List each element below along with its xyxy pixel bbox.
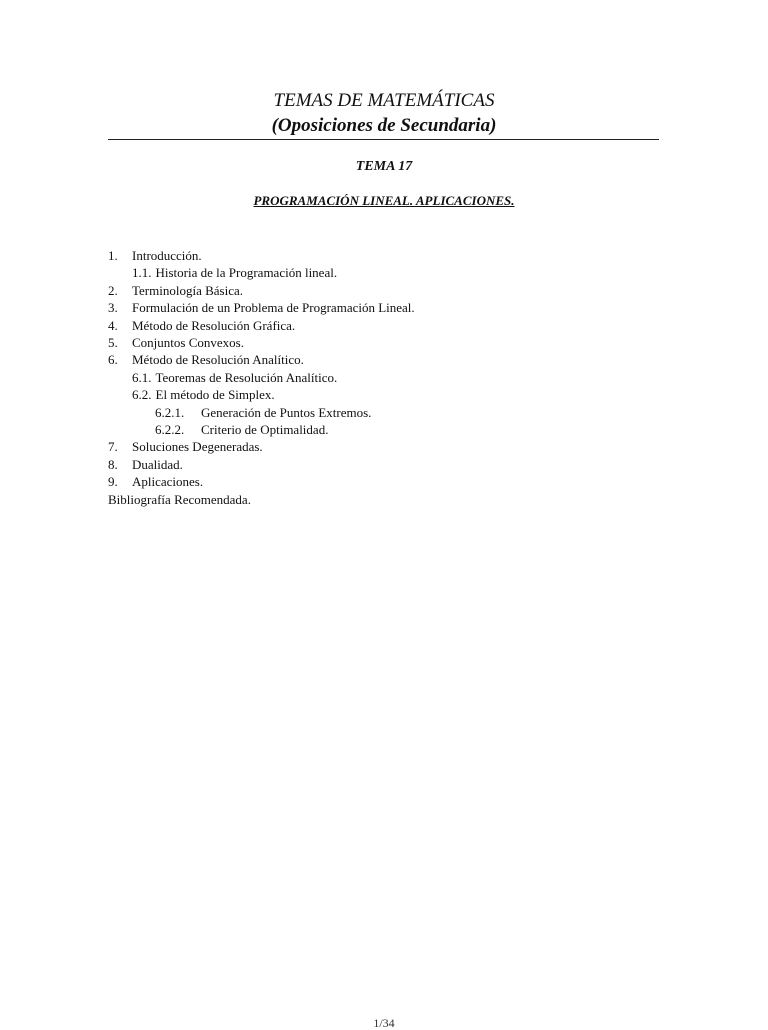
toc-item-number: 5.	[108, 335, 118, 351]
toc-item	[108, 438, 415, 455]
toc-item-number: 1.1.	[132, 265, 152, 281]
toc-item-text: Dualidad.	[132, 456, 183, 472]
header-divider	[108, 139, 659, 140]
toc-item-number: 6.2.1.	[155, 404, 185, 420]
topic-title	[0, 192, 768, 210]
toc-item	[108, 491, 415, 508]
toc-item-text: Método de Resolución Analítico.	[132, 352, 304, 368]
toc-item	[108, 282, 415, 299]
toc-item-text: Generación de Puntos Extremos.	[201, 404, 372, 420]
toc-item	[108, 386, 415, 403]
toc-item	[108, 317, 415, 334]
topic-title-text: PROGRAMACIÓN LINEAL. APLICACIONES.	[253, 193, 515, 208]
toc-item	[108, 351, 415, 368]
toc-item	[108, 369, 415, 386]
toc-item	[108, 404, 415, 421]
toc-item-text: Introducción.	[132, 248, 202, 263]
toc-item-number: 6.2.	[132, 387, 152, 403]
toc-item-text: El método de Simplex.	[155, 387, 275, 403]
toc-item	[108, 421, 415, 438]
toc-item	[108, 299, 415, 316]
toc-item-number: 3.	[108, 300, 118, 316]
toc-item	[108, 456, 415, 473]
toc-item-text: Historia de la Programación lineal.	[155, 265, 338, 281]
toc-item-text: Bibliografía Recomendada.	[108, 491, 251, 507]
toc-item-number: 6.2.2.	[155, 422, 185, 438]
tema-label: TEMA 17	[355, 159, 413, 174]
toc-item-text: Conjuntos Convexos.	[132, 335, 244, 351]
toc-item-number: 8.	[108, 456, 118, 472]
toc-item-text: Teoremas de Resolución Analítico.	[155, 369, 338, 385]
toc-item	[108, 247, 415, 264]
toc-item	[108, 264, 415, 281]
table-of-contents	[108, 247, 415, 508]
toc-item-number: 9.	[108, 474, 118, 490]
toc-item-text: Criterio de Optimalidad.	[201, 422, 329, 438]
toc-item-number: 1.	[108, 248, 118, 263]
page-number: 1/34	[373, 1016, 395, 1030]
toc-item-number: 6.1.	[132, 369, 152, 385]
toc-item-number: 7.	[108, 439, 118, 455]
toc-item-number: 2.	[108, 282, 118, 298]
toc-item-number: 4.	[108, 317, 118, 333]
document-subtitle: (Oposiciones de Secundaria)	[271, 115, 497, 136]
toc-item-text: Método de Resolución Gráfica.	[132, 317, 296, 333]
toc-item-number: 6.	[108, 352, 118, 368]
toc-item	[108, 334, 415, 351]
toc-item-text: Terminología Básica.	[132, 282, 244, 298]
toc-item-text: Aplicaciones.	[132, 474, 204, 490]
toc-item-text: Formulación de un Problema de Programación Lineal.	[132, 300, 415, 316]
toc-item	[108, 473, 415, 490]
document-title: TEMAS DE MATEMÁTICAS	[273, 90, 495, 111]
toc-item-text: Soluciones Degeneradas.	[132, 439, 263, 455]
